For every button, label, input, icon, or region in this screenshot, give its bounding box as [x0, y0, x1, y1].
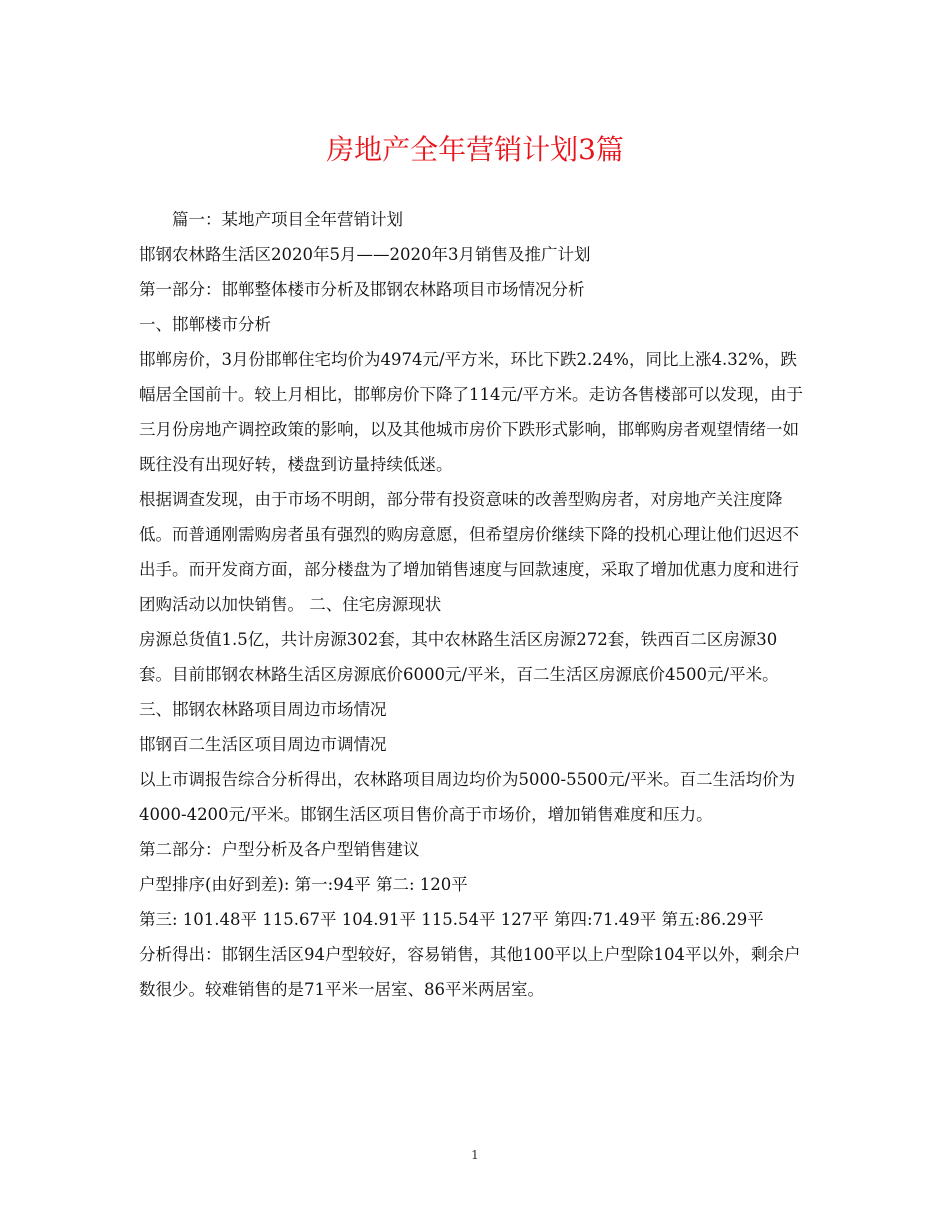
- body-paragraph: 房源总货值1.5亿，共计房源302套，其中农林路生活区房源272套，铁西百二区房源30套。目前邯钢农林路生活区房源底价6000元/平米，百二生活区房源底价4500元/平米。 三、邯钢农林路项目周边市场情况: [139, 630, 779, 719]
- page-number: 1: [471, 1148, 479, 1162]
- document-body: [139, 202, 809, 1007]
- document-title: 房地产全年营销计划3篇: [326, 133, 624, 166]
- body-paragraph: 根据调查发现，由于市场不明朗，部分带有投资意味的改善型购房者，对房地产关注度降低。而普通刚需购房者虽有强烈的购房意愿，但希望房价继续下降的投机心理让他们迟迟不出手。而开发商方面，部分楼盘为了增加销售速度与回款速度，采取了增加优惠力度和进行团购活动以加快销售。 二、住宅房源现状: [139, 490, 799, 614]
- body-paragraph: 第三: 101.48平 115.67平 104.91平 115.54平 127平 第四:71.49平 第五:86.29平: [139, 910, 764, 929]
- body-paragraph: 邯郸房价，3月份邯郸住宅均价为4974元/平方米，环比下跌2.24%，同比上涨4.32%，跌幅居全国前十。较上月相比，邯郸房价下降了114元/平方米。走访各售楼部可以发现，由于三月份房地产调控政策的影响，以及其他城市房价下跌形式影响，邯郸购房者观望情绪一如既往没有出现好转，楼盘到访量持续低迷。: [139, 350, 804, 474]
- body-paragraph: 户型排序(由好到差): 第一:94平 第二: 120平: [139, 875, 468, 894]
- subsection-heading: 邯钢百二生活区项目周边市调情况: [139, 735, 387, 754]
- part-heading: 第一部分：邯郸整体楼市分析及邯钢农林路项目市场情况分析: [139, 280, 585, 299]
- subsection-heading: 一、邯郸楼市分析: [139, 315, 271, 334]
- part-heading: 第二部分：户型分析及各户型销售建议: [139, 840, 420, 859]
- body-paragraph: 分析得出：邯钢生活区94户型较好，容易销售，其他100平以上户型除104平以外，剩余户数很少。较难销售的是71平米一居室、86平米两居室。: [139, 945, 801, 999]
- section-heading: 篇一：某地产项目全年营销计划: [172, 210, 403, 229]
- body-paragraph: 以上市调报告综合分析得出，农林路项目周边均价为5000-5500元/平米。百二生活均价为4000-4200元/平米。邯钢生活区项目售价高于市场价，增加销售难度和压力。: [139, 770, 796, 824]
- plan-subtitle: 邯钢农林路生活区2020年5月——2020年3月销售及推广计划: [139, 245, 591, 264]
